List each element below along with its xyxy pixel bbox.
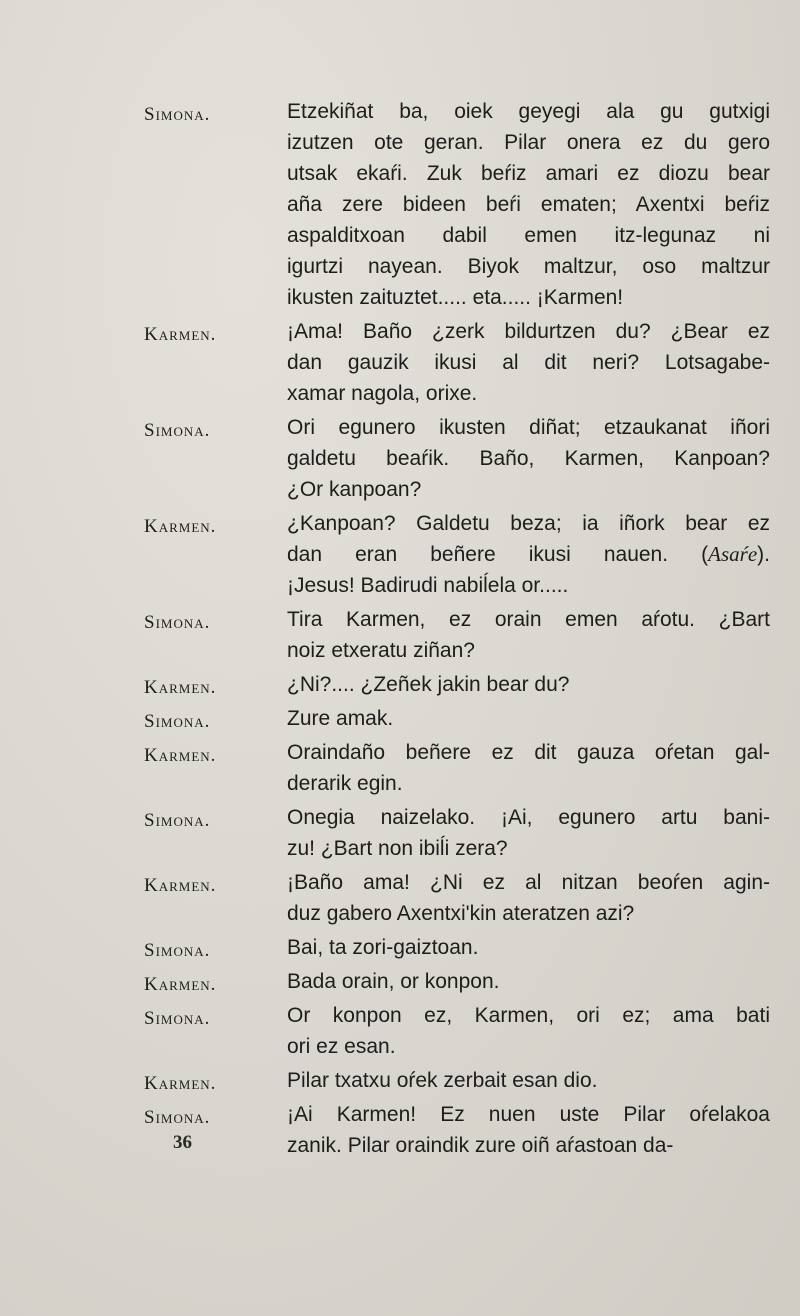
speech-line: Ori egunero ikusten diñat; etzaukanat iñori xyxy=(287,416,770,439)
speech-line: ¿Or kanpoan? xyxy=(287,478,422,501)
stage-direction: Asaŕe xyxy=(708,542,758,566)
speech-line: aña zere bideen beŕi ematen; Axentxi beŕiz xyxy=(287,193,770,216)
speech-line: ¡Ai Karmen! Ez nuen uste Pilar oŕelakoa xyxy=(287,1103,770,1126)
speech-text xyxy=(287,669,770,700)
speech-text xyxy=(287,867,770,929)
speech-line: Oraindaño beñere ez dit gauza oŕetan gal- xyxy=(287,741,770,764)
speaker-name: Karmen. xyxy=(144,974,217,995)
speaker-name: Simona. xyxy=(144,1107,211,1128)
speaker-name: Simona. xyxy=(144,810,211,831)
speech-text xyxy=(287,966,770,997)
speaker-name: Simona. xyxy=(144,420,211,441)
speech-text xyxy=(287,508,770,601)
speech-line: Bai, ta zori-gaiztoan. xyxy=(287,936,479,959)
speaker-name: Karmen. xyxy=(144,516,217,537)
speech-line: izutzen ote geran. Pilar onera ez du gero xyxy=(287,131,770,154)
speaker-name: Karmen. xyxy=(144,324,217,345)
speech-line: Or konpon ez, Karmen, ori ez; ama bati xyxy=(287,1004,770,1027)
speech-text xyxy=(287,316,770,409)
speech-line: ikusten zaituztet..... eta..... ¡Karmen! xyxy=(287,286,624,309)
speech-line: noiz etxeratu ziñan? xyxy=(287,639,475,662)
speech-line: utsak ekaŕi. Zuk beŕiz amari ez diozu bear xyxy=(287,162,770,185)
speech-text xyxy=(287,1099,770,1161)
speech-line: Zure amak. xyxy=(287,707,394,730)
speaker-name: Simona. xyxy=(144,104,211,125)
speech-line: ¿Ni?.... ¿Zeñek jakin bear du? xyxy=(287,673,570,696)
speech-line: Tira Karmen, ez orain emen aŕotu. ¿Bart xyxy=(287,608,770,631)
speech-line: ori ez esan. xyxy=(287,1035,396,1058)
speech-line: Etzekiñat ba, oiek geyegi ala gu gutxigi xyxy=(287,100,770,123)
speaker-name: Karmen. xyxy=(144,745,217,766)
speech-line: galdetu beaŕik. Baño, Karmen, Kanpoan? xyxy=(287,447,770,470)
speech-line: duz gabero Axentxi'kin ateratzen azi? xyxy=(287,902,635,925)
speaker-name: Simona. xyxy=(144,940,211,961)
speech-line: ¡Jesus! Badirudi nabiĺela or..... xyxy=(287,574,569,597)
speech-text xyxy=(287,412,770,505)
speech-text xyxy=(287,1000,770,1062)
page-number: 36 xyxy=(173,1132,192,1153)
speech-line: aspalditxoan dabil emen itz-legunaz ni xyxy=(287,224,770,247)
speaker-name: Karmen. xyxy=(144,677,217,698)
speech-line: derarik egin. xyxy=(287,772,403,795)
speaker-name: Simona. xyxy=(144,1008,211,1029)
speech-text xyxy=(287,703,770,734)
speaker-name: Simona. xyxy=(144,711,211,732)
speech-text xyxy=(287,802,770,864)
speech-line: dan eran beñere ikusi nauen. (Asaŕe). xyxy=(287,542,770,566)
speaker-name: Karmen. xyxy=(144,875,217,896)
speech-line: Bada orain, or konpon. xyxy=(287,970,500,993)
speech-text xyxy=(287,932,770,963)
speech-line: Onegia naizelako. ¡Ai, egunero artu bani- xyxy=(287,806,770,829)
speech-text xyxy=(287,1065,770,1096)
speech-line: xamar nagola, orixe. xyxy=(287,382,478,405)
speech-text xyxy=(287,737,770,799)
speech-line: dan gauzik ikusi al dit neri? Lotsagabe- xyxy=(287,351,770,374)
speech-line: Pilar txatxu oŕek zerbait esan dio. xyxy=(287,1069,598,1092)
speaker-name: Karmen. xyxy=(144,1073,217,1094)
speech-line: ¡Baño ama! ¿Ni ez al nitzan beoŕen agin- xyxy=(287,871,770,894)
speech-line: igurtzi nayean. Biyok maltzur, oso maltzur xyxy=(287,255,770,278)
speech-text xyxy=(287,96,770,313)
speaker-name: Simona. xyxy=(144,612,211,633)
speech-line: zanik. Pilar oraindik zure oiñ aŕastoan da- xyxy=(287,1134,674,1157)
speech-text xyxy=(287,604,770,666)
speech-line: zu! ¿Bart non ibiĺi zera? xyxy=(287,837,508,860)
speech-line: ¿Kanpoan? Galdetu beza; ia iñork bear ez xyxy=(287,512,770,535)
speech-line: ¡Ama! Baño ¿zerk bildurtzen du? ¿Bear ez xyxy=(287,320,770,343)
